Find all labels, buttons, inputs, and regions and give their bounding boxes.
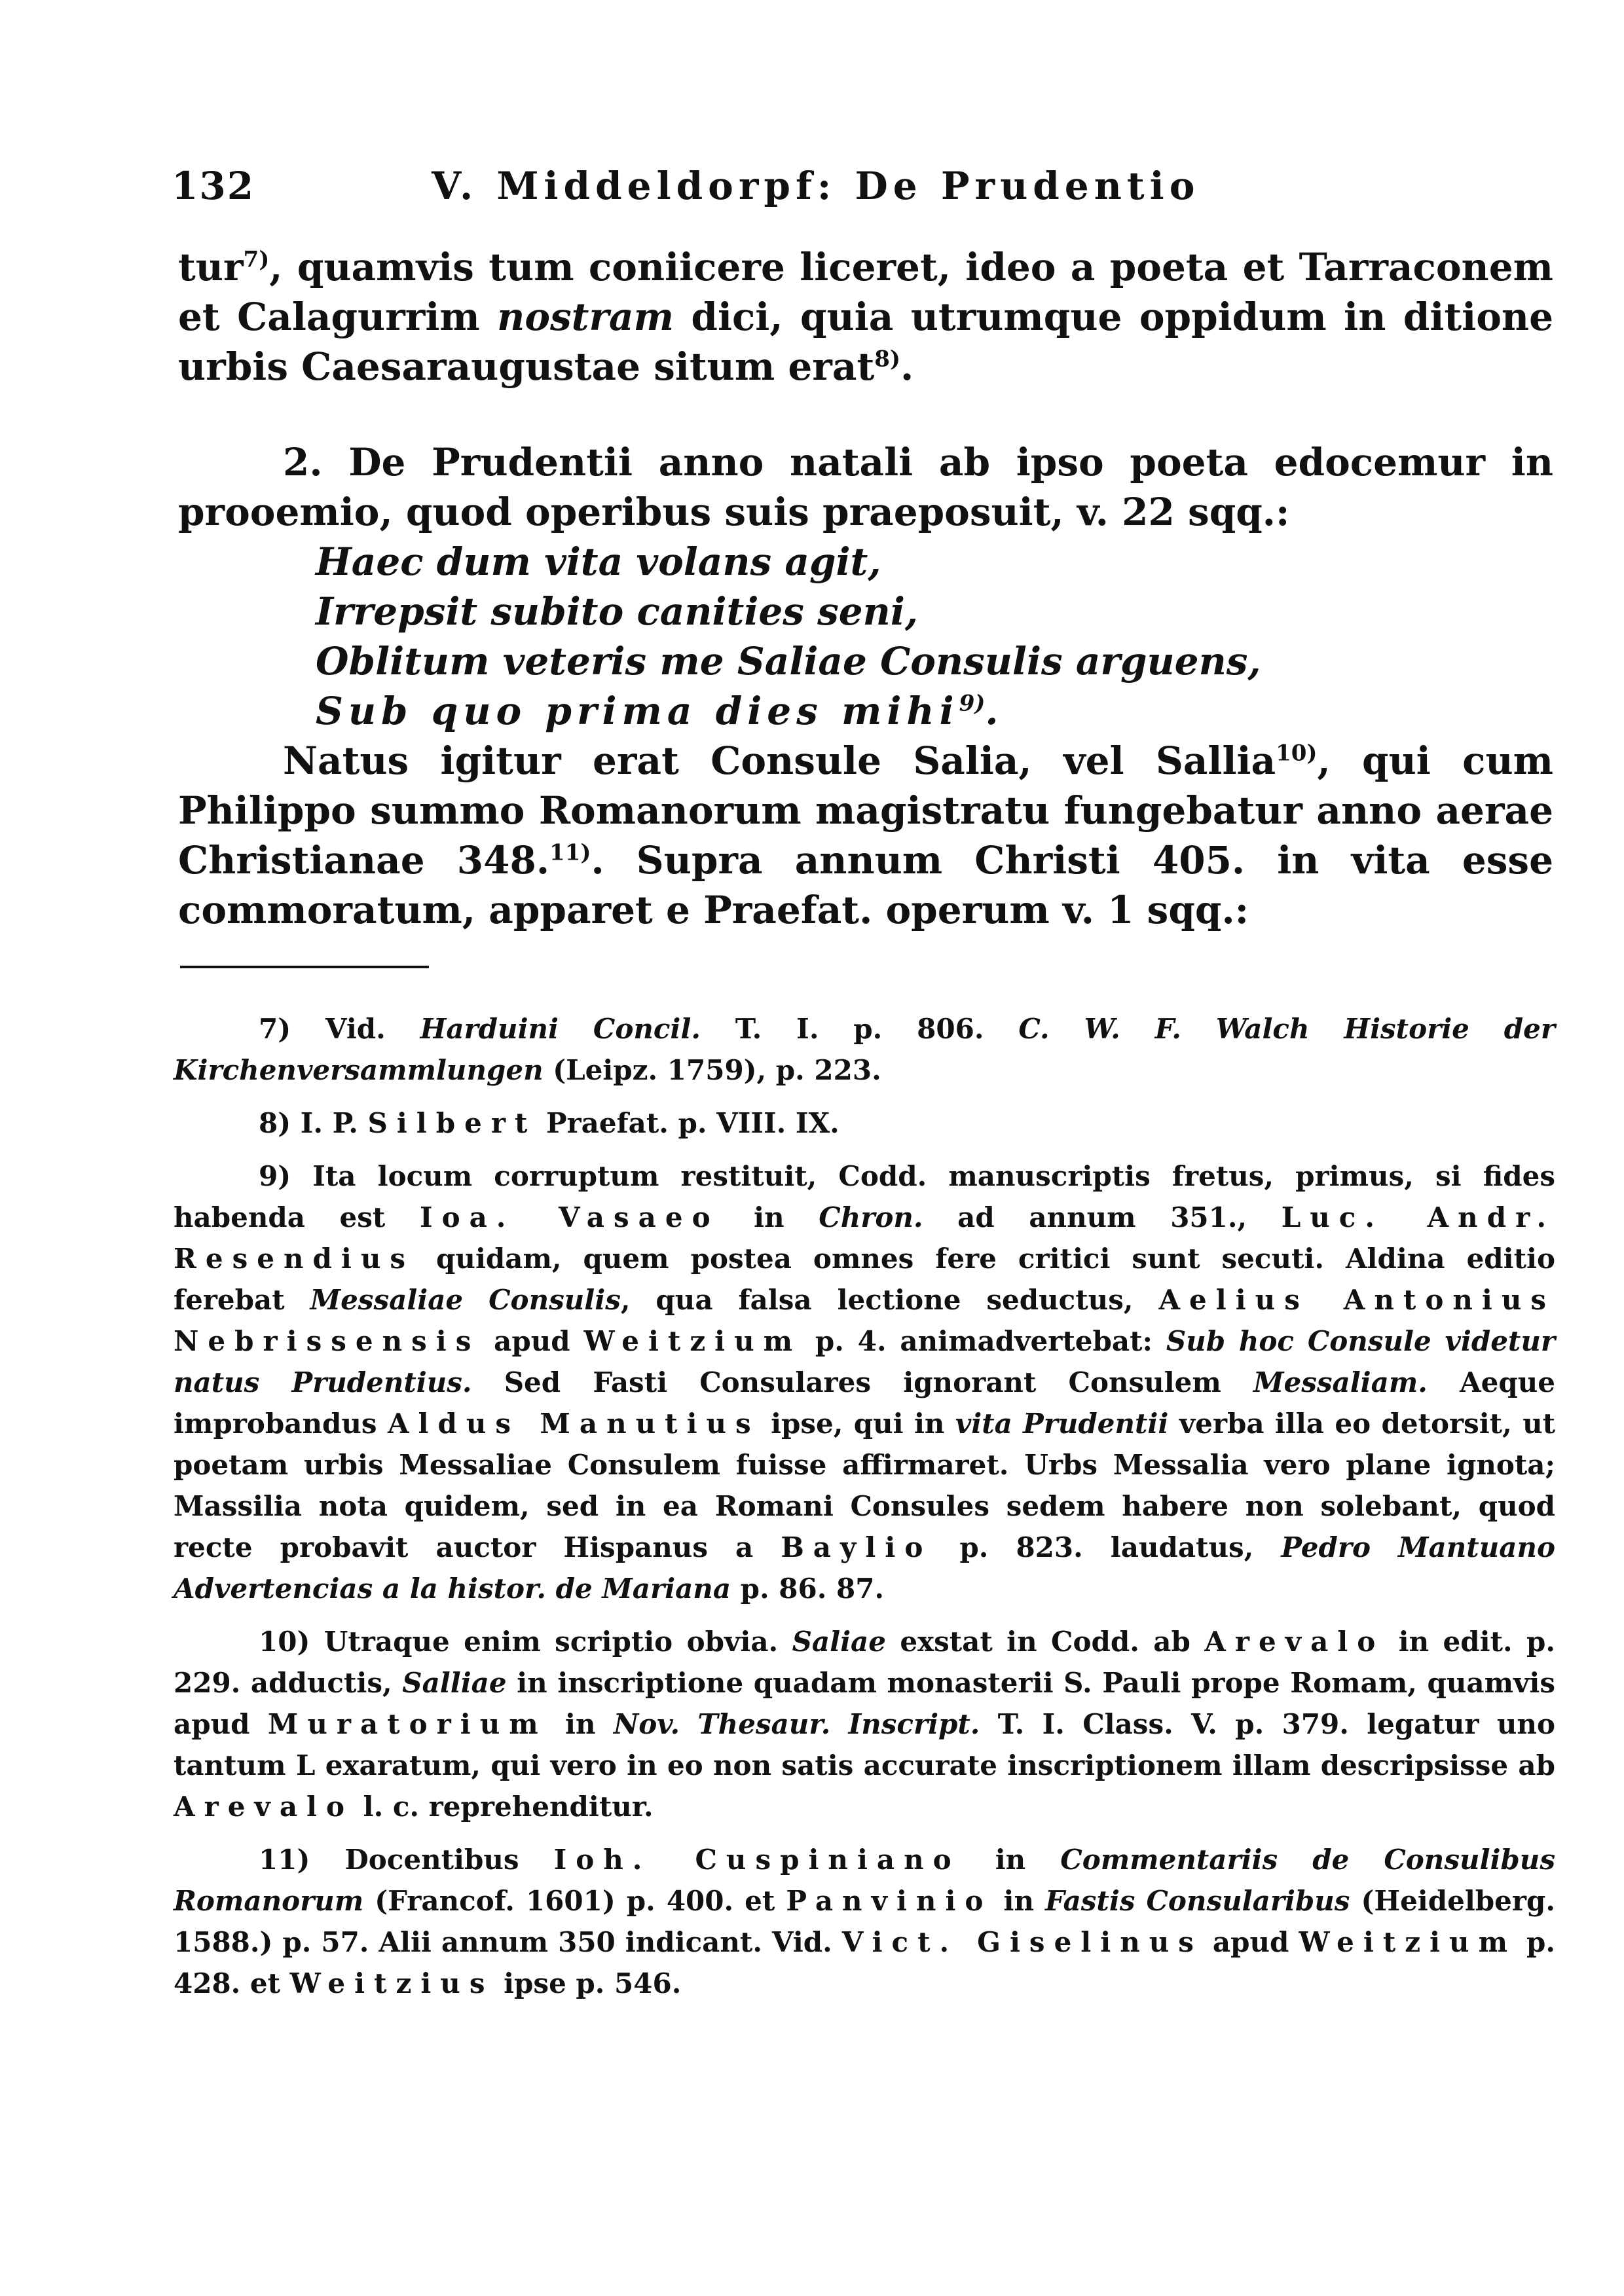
- spaced-name: Weitzium: [1299, 1926, 1517, 1958]
- text-run: Sed Fasti Consulares ignorant Consulem: [471, 1366, 1253, 1398]
- text-run: in inscriptione quadam monasterii S. Pauli prope Romam, quamvis apud: [174, 1667, 1556, 1740]
- text-run: verba illa eo detorsit, ut poetam urbis Messaliae Consulem fuisse affirmaret. Urbs Messalia vero plane ignota; Massilia nota quidem, sed in ea Romani Consules sedem habere non solebant, quod recte probavit auctor Hispanus a: [174, 1408, 1556, 1563]
- text-run: apud: [480, 1325, 584, 1357]
- text-run: p. 428. et: [174, 1926, 1555, 1999]
- text-run: in: [992, 1885, 1046, 1917]
- text-run: (Heidelberg. 1588.) p. 57. Alii annum 350 indicant. Vid.: [174, 1885, 1555, 1958]
- italic-run: Saliae: [792, 1626, 886, 1658]
- verse-line-2: Irrepsit subito canities seni,: [316, 589, 919, 634]
- paragraph-1: [178, 242, 1553, 392]
- text-run: T. I. p. 806.: [700, 1013, 1019, 1045]
- text-run: 10) Utraque enim scriptio obvia.: [259, 1626, 792, 1658]
- spaced-name: Vict. Giselinus: [841, 1926, 1203, 1958]
- italic-run: Nov. Thesaur. Inscript.: [613, 1708, 980, 1740]
- text-run: in: [719, 1201, 819, 1233]
- verse-line-3: Oblitum veteris me Saliae Consulis arguens,: [316, 639, 1261, 683]
- footnote-11: [174, 1839, 1555, 2004]
- spaced-name: Muratorium: [267, 1708, 547, 1740]
- footnote-10: [174, 1621, 1555, 1827]
- footnote-ref-8: 8): [874, 346, 900, 373]
- italic-run: Salliae: [402, 1667, 507, 1699]
- text-run: dici, quia utrumque oppidum in ditione urbis Caesaraugustae situm erat: [178, 295, 1553, 389]
- italic-run: C. W. F. Walch Historie der Kirchenversammlungen: [174, 1013, 1555, 1086]
- text-run: Natus igitur erat Consule Salia, vel Sallia: [283, 738, 1276, 783]
- spaced-name: Arevalo: [1204, 1626, 1385, 1658]
- spaced-name: Panvinio: [786, 1885, 993, 1917]
- text-run: . Supra annum Christi 405. in vita esse commoratum, apparet e Praefat. operum v. 1 sqq.:: [178, 838, 1553, 932]
- text-run: , qui cum Philippo summo Romanorum magistratu fungebatur anno aerae Christianae 348.: [178, 738, 1553, 883]
- spaced-name: Luc. Andr. Resendius: [174, 1201, 1555, 1275]
- italic-run: Chron.: [819, 1201, 923, 1233]
- text-run: quidam, quem postea omnes fere critici sunt secuti. Aldina editio ferebat: [174, 1243, 1555, 1316]
- footnote-ref-7: 7): [243, 246, 270, 273]
- spaced-name: Ioh. Cuspiniano: [553, 1844, 961, 1876]
- text-run: 11) Docentibus: [259, 1844, 554, 1876]
- text-run: exstat in Codd. ab: [885, 1626, 1205, 1658]
- text-run: T. I. Class. V. p. 379. legatur uno tantum L exaratum, qui vero in eo non satis accurate inscriptionem illam descripsisse ab: [174, 1708, 1555, 1781]
- text-run: ipse p. 546.: [494, 1967, 682, 1999]
- text-run: p. 4. animadvertebat:: [802, 1325, 1166, 1357]
- spaced-name: Baylio: [781, 1531, 932, 1563]
- spaced-name: Aldus Manutius: [387, 1408, 760, 1440]
- running-title: V. Middeldorpf: De Prudentio: [432, 164, 1200, 208]
- spaced-name: Ioa. Vasaeo: [419, 1201, 720, 1233]
- main-text: [178, 242, 1553, 935]
- text-run: in: [960, 1844, 1061, 1876]
- text-run: 9) Ita locum corruptum restituit, Codd. manuscriptis fretus, primus, si fides habenda est: [174, 1160, 1555, 1233]
- text-run: Praefat. p. VIII. IX.: [536, 1107, 840, 1139]
- italic-run: Messaliae Consulis: [310, 1284, 621, 1316]
- text-run: Sub quo prima dies mihi: [316, 689, 959, 733]
- text-run: , qua falsa lectione seductus,: [620, 1284, 1159, 1316]
- italic-run: vita Prudentii: [955, 1408, 1169, 1440]
- italic-run: Pedro Mantuano Advertencias a la histor. de Mariana: [174, 1531, 1556, 1605]
- text-run: in edit. p. 229. adductis,: [174, 1626, 1555, 1699]
- footnote-divider: [180, 966, 429, 968]
- page-number: 132: [172, 164, 255, 208]
- spaced-name: Weitzium: [583, 1325, 802, 1357]
- footnote-ref-9: 9): [959, 690, 986, 717]
- text-run: in: [547, 1708, 614, 1740]
- text-run: Aeque improbandus: [174, 1366, 1556, 1440]
- italic-run: Commentariis de Consulibus Romanorum: [174, 1844, 1555, 1917]
- spaced-name: Aelius Antonius Nebrissensis: [174, 1284, 1556, 1357]
- text-run: .: [900, 344, 914, 389]
- text-run: p. 823. laudatus,: [932, 1531, 1282, 1563]
- spaced-name: Arevalo: [174, 1791, 354, 1823]
- text-run: tur: [178, 245, 244, 289]
- text-run: .: [985, 689, 999, 733]
- running-header: [172, 164, 1324, 208]
- footnote-8: [174, 1102, 1555, 1144]
- text-run: ipse, qui in: [760, 1408, 955, 1440]
- italic-run: Harduini Concil.: [420, 1013, 701, 1045]
- footnote-ref-10: 10): [1276, 740, 1318, 767]
- text-run: 8) I. P.: [259, 1107, 368, 1139]
- verse-line-4: [316, 686, 1553, 736]
- footnote-7: [174, 1008, 1555, 1091]
- italic-run: Fastis Consularibus: [1045, 1885, 1350, 1917]
- paragraph-3: [178, 736, 1553, 935]
- text-run: , quamvis tum coniicere liceret, ideo a poeta et Tarraconem et Calagurrim: [178, 245, 1553, 339]
- text-run: 7) Vid.: [259, 1013, 420, 1045]
- verse-quotation: [316, 537, 1553, 736]
- text-run: ad annum 351.,: [923, 1201, 1282, 1233]
- footnote-ref-11: 11): [549, 839, 591, 866]
- text-run: apud: [1202, 1926, 1299, 1958]
- footnotes: [174, 1008, 1555, 2016]
- text-run: p. 86. 87.: [731, 1573, 885, 1605]
- spaced-name: Silbert: [367, 1107, 537, 1139]
- text-run: l. c. reprehenditur.: [354, 1791, 654, 1823]
- verse-line-1: Haec dum vita volans agit,: [316, 539, 881, 584]
- paragraph-2: 2. De Prudentii anno natali ab ipso poeta edocemur in prooemio, quod operibus suis praeposuit, v. 22 sqq.:: [178, 440, 1553, 534]
- italic-run: Sub hoc Consule videtur natus Prudentius.: [174, 1325, 1555, 1398]
- italic-run: Messaliam.: [1253, 1366, 1428, 1398]
- text-run: (Leipz. 1759), p. 223.: [543, 1054, 881, 1086]
- spaced-name: Weitzius: [289, 1967, 494, 1999]
- italic-run: nostram: [497, 295, 674, 339]
- text-run: (Francof. 1601) p. 400. et: [363, 1885, 786, 1917]
- footnote-9: [174, 1156, 1555, 1609]
